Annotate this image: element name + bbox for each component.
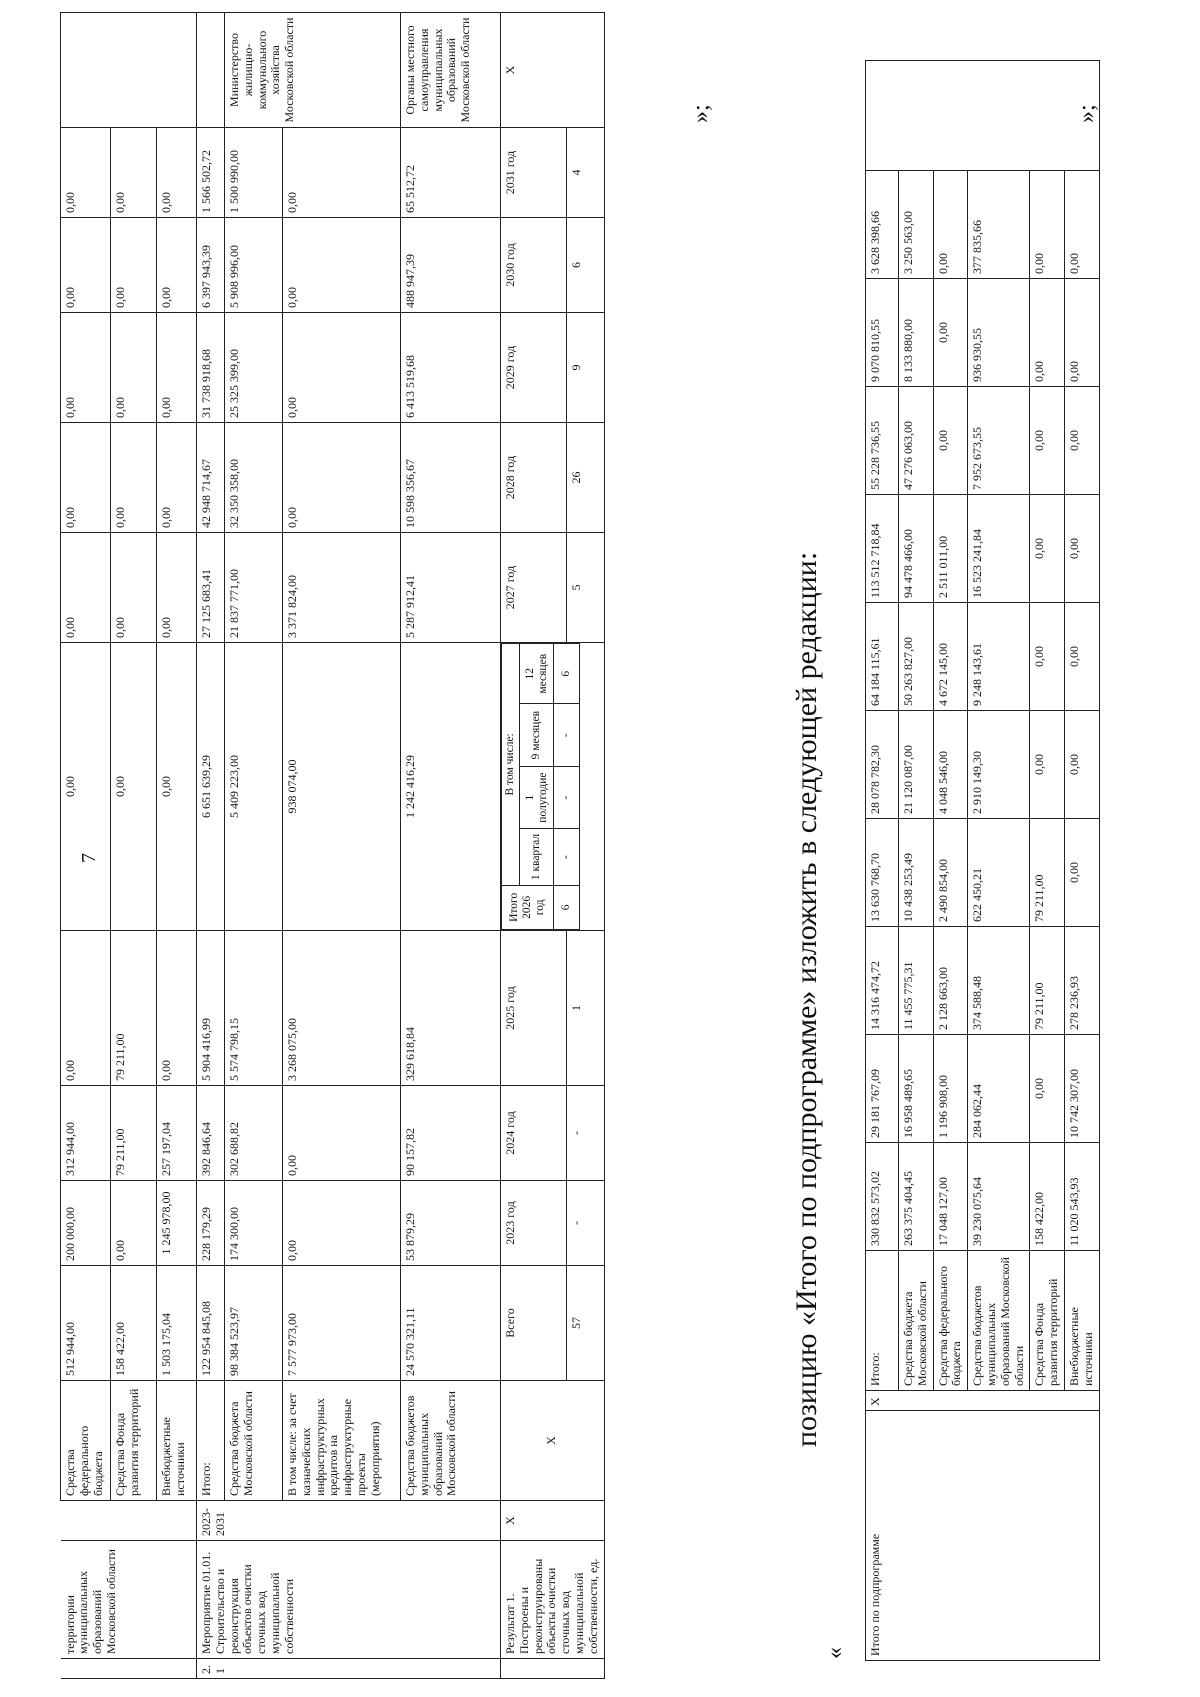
table-row: территории муниципальных образований Московской области Средства федерального бюджета 512 944,00 200 000,00 312 944,00 0,00 0,00 0,00 0,00 0,00 0,00 0,00 xyxy=(61,13,111,1679)
result-name: Результат 1. Построены и реконструированы объекты очистки сточных вод муниципальной собственности, ед. xyxy=(501,1541,605,1659)
row-label: Средства Фонда развития территорий xyxy=(111,1381,157,1501)
row-label: Средства бюджета Московской области xyxy=(899,1251,934,1391)
close-quote-1: »; xyxy=(688,104,714,123)
executor-ministry: Министерство жилищно-коммунального хозяйства Московской области xyxy=(225,13,401,128)
table-row: Внебюджетные источники 11 020 543,93 10 742 307,00 278 236,93 0,00 0,00 0,00 0,00 0,00 0,00 0,00 xyxy=(1064,61,1099,1661)
table-row: 2.1 Мероприятие 01.01. Строительство и реконструкция объектов очистки сточных вод муниципальной собственности 2023-2031 Итого: 122 954 845,08 228 179,29 392 846,64 5 904 416,99 6 651 639,29 27 125 683,41 42 948 714,67 31 738 918,68 6 397 943,39 1 566 502,72 xyxy=(197,13,225,1679)
table-row: Средства Фонда развития территорий 158 422,00 0,00 79 211,00 79 211,00 0,00 0,00 0,00 0,00 0,00 0,00 xyxy=(1030,61,1065,1661)
amendment-heading: позицию «Итого по подпрограмме» изложить в следующей редакции: xyxy=(790,551,823,1447)
table-row: 6 - - - 6 xyxy=(554,644,580,930)
event-name: Мероприятие 01.01. Строительство и реконструкция объектов очистки сточных вод муниципальной собственности xyxy=(197,1541,501,1659)
table-row: Итого по подпрограмме X Итого: 330 832 573,02 29 181 767,09 14 316 474,72 13 630 768,70 28 078 782,30 64 184 115,61 113 512 718,84 55 228 736,55 9 070 810,55 3 628 398,66 xyxy=(866,61,899,1661)
subprogram-total-table xyxy=(865,60,1100,1661)
row-label: В том числе: за счет казначейских инфраструктурных кредитов на инфраструктурные проекты (мероприятия) xyxy=(283,1381,401,1501)
close-quote-2: »; xyxy=(1074,104,1100,123)
row-label: Средства Фонда развития территорий xyxy=(1030,1251,1065,1391)
quarters-table xyxy=(501,643,580,930)
row-label: Итого: xyxy=(197,1381,225,1501)
table-row: Средства Фонда развития территорий 158 422,00 0,00 79 211,00 79 211,00 0,00 0,00 0,00 0,00 0,00 0,00 xyxy=(111,13,157,1679)
table-row: 1 квартал 1 полугодие 9 месяцев 12 месяцев xyxy=(520,644,554,930)
table-row: Средства бюджета Московской области 263 375 404,45 16 958 489,65 11 455 775,31 10 438 253,49 21 120 087,00 50 263 827,00 94 478 466,00 47 276 063,00 8 133 880,00 3 250 563,00 xyxy=(899,61,934,1661)
table-row: Средства бюджета Московской области 98 384 523,97 174 300,00 302 688,82 5 574 798,15 5 409 223,00 21 837 771,00 32 350 358,00 25 325 399,00 5 908 996,00 1 500 990,00 Министерство жилищно-коммунального хозяйства Московской области xyxy=(225,13,283,1679)
table-row: Средства бюджетов муниципальных образований Московской области 24 570 321,11 53 879,29 90 157,82 329 618,84 1 242 416,29 5 287 912,41 10 598 356,67 6 413 519,68 488 947,39 65 512,72 Органы местного самоуправления муниципальных образований Московской области xyxy=(401,13,501,1679)
page-number: 7 xyxy=(78,853,100,863)
row-label: Внебюджетные источники xyxy=(1064,1251,1099,1391)
total-label: Итого по подпрограмме xyxy=(866,1411,1100,1661)
table-row: Внебюджетные источники 1 503 175,04 1 245 978,00 257 197,04 0,00 0,00 0,00 0,00 0,00 0,00 0,00 xyxy=(157,13,197,1679)
left-text: территории муниципальных образований Московской области xyxy=(61,1541,197,1659)
row-label: Внебюджетные источники xyxy=(157,1381,197,1501)
row-label: Средства федерального бюджета xyxy=(933,1251,968,1391)
executor-local: Органы местного самоуправления муниципальных образований Московской области xyxy=(401,13,501,128)
table-row: Результат 1. Построены и реконструированы объекты очистки сточных вод муниципальной собственности, ед. X X Всего 2023 год 2024 год 2025 год Итого 2026 год В том числе: 1 квартал 1 полугодие 9 месяцев 12 месяцев 6 - - - 6 2027 год 2028 год 2029 год 2030 год 2031 год X xyxy=(501,13,567,1679)
table-row: 57 - - 1 5 26 9 6 4 xyxy=(567,13,604,1679)
table-row: Итого 2026 год В том числе: xyxy=(502,644,520,930)
row-label: Итого: xyxy=(866,1251,899,1391)
year-2026-breakdown xyxy=(501,643,605,931)
subprogram-table xyxy=(60,12,605,1679)
row-label: Средства бюджетов муниципальных образований Московской области xyxy=(968,1251,1030,1391)
row-label: Средства федерального бюджета xyxy=(61,1381,111,1501)
table-row: Средства бюджетов муниципальных образований Московской области 39 230 075,64 284 062,44 374 588,48 622 450,21 2 910 149,30 9 248 143,61 16 523 241,84 7 952 673,55 936 930,55 377 835,66 xyxy=(968,61,1030,1661)
table-row: В том числе: за счет казначейских инфраструктурных кредитов на инфраструктурные проекты (мероприятия) 7 577 973,00 0,00 0,00 3 268 075,00 938 074,00 3 371 824,00 0,00 0,00 0,00 0,00 xyxy=(283,13,401,1679)
table-row: Средства федерального бюджета 17 048 127,00 1 196 908,00 2 128 663,00 2 490 854,00 4 048 546,00 4 672 145,00 2 511 011,00 0,00 0,00 0,00 xyxy=(933,61,968,1661)
row-label: Средства бюджета Московской области xyxy=(225,1381,283,1501)
event-number: 2.1 xyxy=(197,1659,501,1679)
row-label: Средства бюджетов муниципальных образований Московской области xyxy=(401,1381,501,1501)
open-quote: « xyxy=(822,1647,848,1659)
event-period: 2023-2031 xyxy=(197,1501,501,1541)
